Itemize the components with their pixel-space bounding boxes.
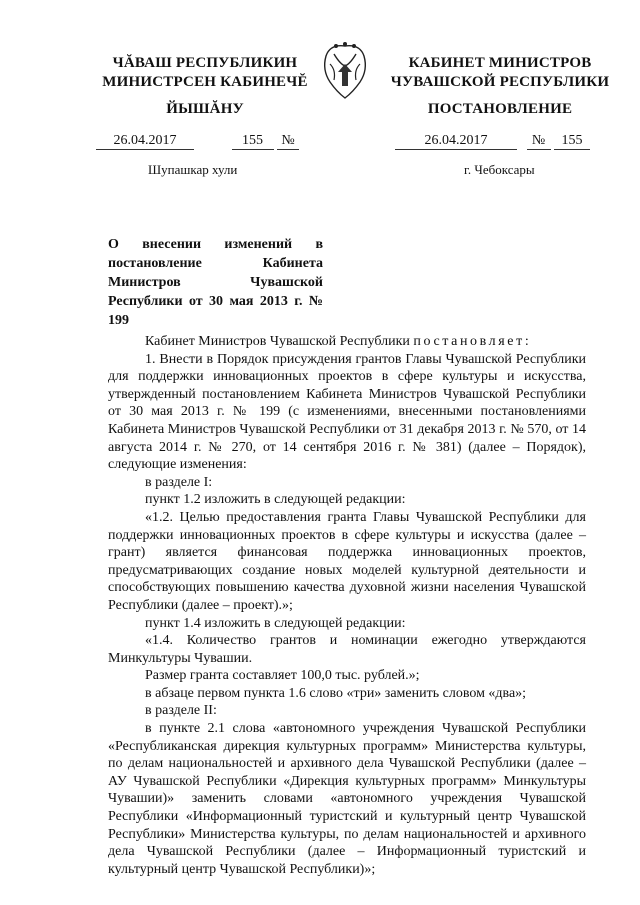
body-paragraph: в абзаце первом пункта 1.6 слово «три» заменить словом «два»; <box>145 685 527 701</box>
body-paragraph: «1.2. Целью предоставления гранта Главы Чувашской Республики для поддержки инновационных проектов в сфере культуры и искусства (далее – грант) является финансовая поддержка инновационных проектов, предусматривающих создание новых моделей культурной деятельности и способствующих повышению качества духовной жизни населения Чувашской Республики (далее – проект).»; <box>108 509 586 613</box>
intro-prefix: Кабинет Министров Чувашской Республики <box>145 334 410 349</box>
left-number: 155 <box>232 133 274 150</box>
body-paragraph: в разделе I: <box>145 474 213 490</box>
body-paragraph: Размер гранта составляет 100,0 тыс. рублей.»; <box>145 668 420 684</box>
place-left: Шупашкар хули <box>148 162 238 177</box>
header-left-doctype: ЙЫШĂНУ <box>166 101 244 117</box>
right-date: 26.04.2017 <box>395 133 517 150</box>
left-date: 26.04.2017 <box>96 133 194 150</box>
intro-paragraph <box>108 333 586 351</box>
document-title: О внесении изменений в постановление Кабинета Министров Чувашской Республики от 30 мая 2013 г. № 199 <box>108 237 323 328</box>
header-right <box>385 54 615 92</box>
body-paragraph: «1.4. Количество грантов и номинации ежегодно утверждаются Минкультуры Чувашии. <box>108 633 586 666</box>
body-paragraph: 1. Внести в Порядок присуждения грантов Главы Чувашской Республики для поддержки инновационных проектов в сфере культуры и искусства, утвержденный постановлением Кабинета Министров Чувашской Республики от 30 мая 2013 г. № 199 (с изменениями, внесенными постановлениями Кабинета Министров Чувашской Республики от 31 декабря 2013 г. № 570, от 14 августа 2014 г. № 270, от 14 сентября 2016 г. № 381) (далее – Порядок), следующие изменения: <box>108 351 586 473</box>
left-number-sign: № <box>277 133 299 150</box>
header-right-line1: КАБИНЕТ МИНИСТРОВ <box>408 55 592 71</box>
header-left-line1: ЧĂВАШ РЕСПУБЛИКИН <box>112 55 298 71</box>
header-left-line2: МИНИСТРСЕН КАБИНЕЧĔ <box>102 74 308 90</box>
body-paragraph: в разделе II: <box>145 703 217 719</box>
left-date-number-line <box>96 133 326 151</box>
intro-verb: постановляет: <box>413 334 532 349</box>
right-date-number-line <box>395 133 605 151</box>
place-right: г. Чебоксары <box>464 162 535 177</box>
header-right-doctype: ПОСТАНОВЛЕНИЕ <box>427 101 573 117</box>
document-body <box>108 333 586 878</box>
body-paragraph: пункт 1.2 изложить в следующей редакции: <box>145 492 406 508</box>
header-left <box>100 54 310 92</box>
right-number-sign: № <box>527 133 551 150</box>
body-paragraph: пункт 1.4 изложить в следующей редакции: <box>145 615 406 631</box>
body-paragraph: в пункте 2.1 слова «автономного учреждения Чувашской Республики «Республиканская дирекция культурных программ» Министерства культуры, по делам национальностей и архивного дела Чувашской Республики (далее – АУ Чувашской Республики «Дирекция культурных программ» Минкультуры Чувашии)» заменить словами «автономного учреждения Чувашской Республики «Информационный туристский и культурный центр Чувашской Республики» Министерства культуры, по делам национальностей и архивного дела Чувашской Республики (далее – Информационный туристский и культурный центр Чувашской Республики)»; <box>108 721 586 877</box>
right-number: 155 <box>554 133 590 150</box>
coat-of-arms-emblem <box>320 42 370 100</box>
header-right-line2: ЧУВАШСКОЙ РЕСПУБЛИКИ <box>390 74 610 90</box>
